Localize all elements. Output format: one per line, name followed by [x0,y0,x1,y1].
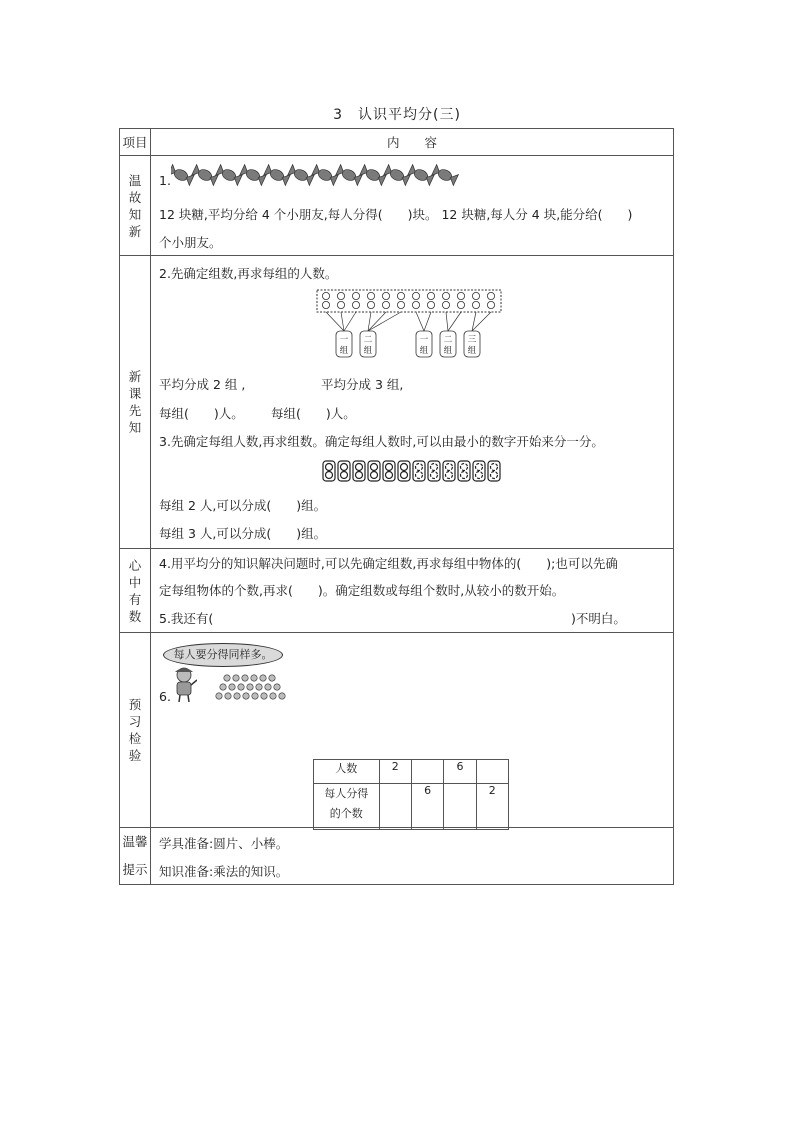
person-icon [472,301,479,308]
section-label-preview: 新课先知 [120,256,151,549]
ring-icon [431,472,438,479]
ring-icon [461,472,468,479]
person-icon [412,292,419,299]
q3-line-c: 每组 2 人,可以分成( )组。 [159,498,327,513]
peach-icon [234,693,240,699]
header-item: 项目 [120,129,151,156]
ring-icon [401,472,408,479]
table-head-people: 人数 [314,760,380,784]
ring-icon [371,472,378,479]
peach-icon [233,675,239,681]
ring-icon [371,464,378,471]
person-icon [472,292,479,299]
person-icon [427,301,434,308]
peach-icon [256,684,262,690]
group-label-2a: 二 [363,335,373,345]
ring-icon [431,464,438,471]
person-icon [352,292,359,299]
peach-icon [225,693,231,699]
table-cell: 2 [476,784,508,830]
peach-icon [224,675,230,681]
table-cell [411,760,443,784]
q1-line1: 12 块糖,平均分给 4 个小朋友,每人分得( )块。 12 块糖,每人分 4 块,能分给( ) [159,207,633,222]
candy-icon [432,164,459,185]
section-check [151,633,674,828]
q2-line-b1: 每组( )人。 [159,406,244,421]
section-mind [151,549,674,633]
candy-icon [171,164,194,185]
candy-icon [240,164,267,185]
peach-icon [269,675,275,681]
person-icon [442,292,449,299]
section-label-mind: 心中有数 [120,549,151,633]
person-icon [322,292,329,299]
table-head-per-person: 每人分得 的个数 [314,784,380,830]
peaches-image [211,673,289,701]
candy-icon [360,164,387,185]
worksheet-table [119,128,674,885]
ring-icon [341,464,348,471]
person-icon [322,301,329,308]
svg-text:组: 组 [339,346,349,356]
section-label-review: 温故知新 [120,156,151,256]
q2-text: 2.先确定组数,再求每组的人数。 [159,266,338,281]
ring-icon [491,472,498,479]
table-cell [444,784,476,830]
ring-icon [356,464,363,471]
svg-text:组: 组 [363,346,373,356]
candy-icon [384,164,411,185]
candy-icon [288,164,315,185]
q1-number: 1. [159,173,171,188]
peach-icon [252,693,258,699]
q4-line-a: 4.用平均分的知识解决问题时,可以先确定组数,再求每组中物体的( );也可以先确 [159,556,618,571]
group-label-1b: 一 [419,335,429,345]
page-title: 3 认识平均分(三) [333,107,461,123]
candy-image [171,162,471,188]
person-icon [487,292,494,299]
q4-line-b: 定每组物体的个数,再求( )。确定组数或每组个数时,从较小的数开始。 [159,583,565,598]
section-label-tips: 温馨 提示 [120,828,151,885]
peach-icon [220,684,226,690]
q6-number: 6. [159,689,171,704]
speech-bubble: 每人要分得同样多。 [163,643,283,667]
ring-icon [446,464,453,471]
person-icon [457,301,464,308]
ring-icon [401,464,408,471]
table-cell: 2 [379,760,411,784]
person-icon [487,301,494,308]
candy-icon [216,164,243,185]
ring-icon [341,472,348,479]
group-label-3b: 三 [467,335,477,345]
ring-icon [476,464,483,471]
person-icon [427,292,434,299]
candy-icon [408,164,435,185]
grouping-diagram [316,289,506,361]
ring-icon [326,464,333,471]
answer-table [313,759,509,830]
peach-icon [260,675,266,681]
table-cell: 6 [411,784,443,830]
candy-icon [192,164,219,185]
peach-icon [270,693,276,699]
peach-icon [274,684,280,690]
peach-icon [251,675,257,681]
ring-icon [356,472,363,479]
q1-line2: 个小朋友。 [159,235,222,250]
ring-icon [386,464,393,471]
peach-icon [265,684,271,690]
section-tips [151,828,674,885]
q2-line-a1: 平均分成 2 组 , [159,377,246,392]
person-icon [337,301,344,308]
q2-line-a2: 平均分成 3 组, [321,377,404,392]
peach-icon [238,684,244,690]
person-icon [442,301,449,308]
tips-line1: 学具准备:圆片、小棒。 [159,836,289,851]
peach-icon [261,693,267,699]
ring-icon [326,472,333,479]
section-review [151,156,674,256]
group-label-1a: 一 [339,335,349,345]
table-cell [379,784,411,830]
svg-text:组: 组 [467,346,477,356]
person-icon [367,301,374,308]
candy-icon [336,164,363,185]
ring-icon [416,472,423,479]
tips-line2: 知识准备:乘法的知识。 [159,864,289,879]
svg-text:组: 组 [443,346,453,356]
ring-icon [461,464,468,471]
q5-right: )不明白。 [571,611,626,626]
peach-icon [279,693,285,699]
candy-icon [312,164,339,185]
svg-text:组: 组 [419,346,429,356]
q2-line-b2: 每组( )人。 [271,406,356,421]
section-preview [151,256,674,549]
person-icon [457,292,464,299]
peach-icon [216,693,222,699]
ring-icon [416,464,423,471]
ring-icon [446,472,453,479]
table-cell [476,760,508,784]
circles-diagram [321,459,503,483]
child-icon [171,667,197,703]
person-icon [352,301,359,308]
ring-icon [476,472,483,479]
candy-icon [264,164,291,185]
section-label-check: 预习检验 [120,633,151,828]
person-icon [397,292,404,299]
q3-text: 3.先确定每组人数,再求组数。确定每组人数时,可以由最小的数字开始来分一分。 [159,434,604,449]
peach-icon [242,675,248,681]
person-icon [382,292,389,299]
person-icon [337,292,344,299]
q3-line-d: 每组 3 人,可以分成( )组。 [159,526,327,541]
ring-icon [491,464,498,471]
table-cell: 6 [444,760,476,784]
person-icon [367,292,374,299]
ring-icon [386,472,393,479]
peach-icon [243,693,249,699]
header-content: 内 容 [151,129,674,156]
group-label-2b: 二 [443,335,453,345]
person-icon [382,301,389,308]
person-icon [397,301,404,308]
peach-icon [247,684,253,690]
peach-icon [229,684,235,690]
q5-left: 5.我还有( [159,611,214,626]
person-icon [412,301,419,308]
